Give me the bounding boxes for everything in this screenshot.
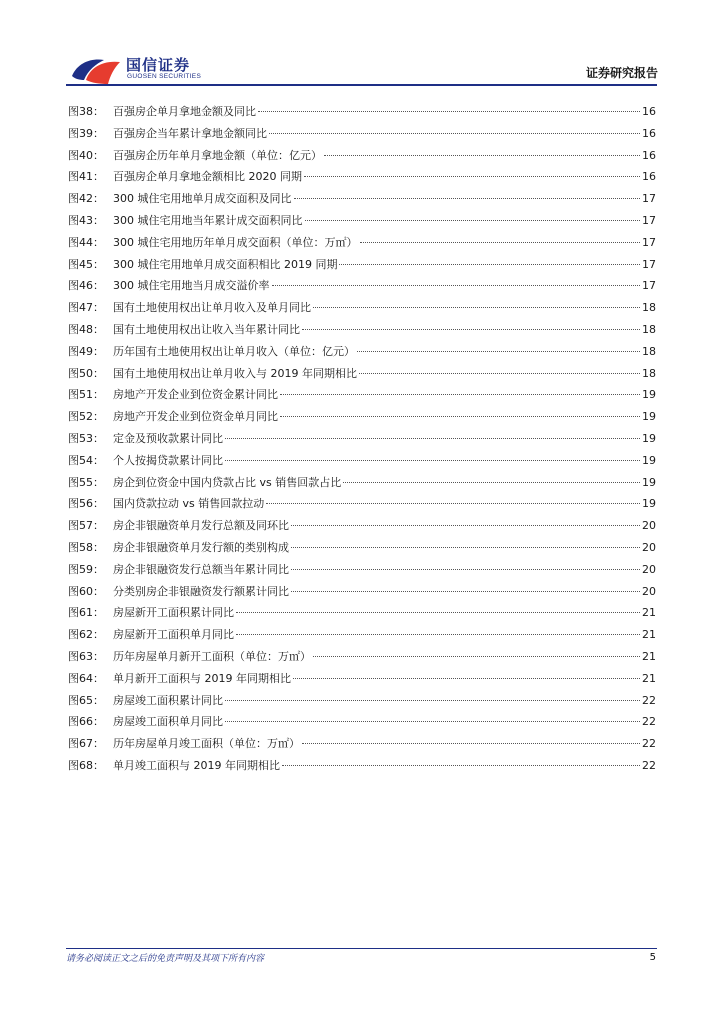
figure-page-number: 19: [642, 410, 656, 424]
figure-number: 图65：: [68, 693, 104, 707]
figure-page-number: 17: [642, 235, 656, 249]
header-divider: [66, 84, 657, 86]
dot-leader: [359, 373, 640, 374]
figure-title: 百强房企当年累计拿地金额同比: [113, 126, 267, 140]
dot-leader: [280, 416, 640, 417]
dot-leader: [324, 155, 640, 156]
toc-entry[interactable]: [68, 561, 656, 583]
figure-number: 图58：: [68, 540, 104, 554]
figure-number: 图44：: [68, 235, 104, 249]
company-name-en: GUOSEN SECURITIES: [127, 73, 202, 80]
figure-title: 300 城住宅用地当年累计成交面积同比: [113, 213, 303, 227]
figure-title: 房企到位资金中国内贷款占比 vs 销售回款占比: [113, 475, 342, 489]
company-name-cn: 国信证券: [126, 56, 191, 74]
toc-entry[interactable]: [68, 670, 656, 692]
figure-title: 分类别房企非银融资发行额累计同比: [113, 584, 289, 598]
figure-page-number: 18: [642, 344, 656, 358]
dot-leader: [258, 111, 640, 112]
toc-entry[interactable]: [68, 626, 656, 648]
figure-number: 图45：: [68, 257, 104, 271]
figure-number: 图38：: [68, 105, 104, 118]
figure-title: 国内贷款拉动 vs 销售回款拉动: [113, 497, 265, 511]
figure-number: 图48：: [68, 322, 104, 336]
toc-entry[interactable]: [68, 430, 656, 452]
figure-number: 图41：: [68, 170, 104, 184]
dot-leader: [291, 547, 640, 548]
figure-page-number: 20: [642, 584, 656, 598]
figure-number: 图55：: [68, 475, 104, 489]
dot-leader: [313, 307, 640, 308]
figure-title: 定金及预收款累计同比: [113, 431, 223, 445]
figure-title: 房企非银融资单月发行额的类别构成: [113, 540, 289, 554]
figure-page-number: 18: [642, 322, 656, 336]
figure-page-number: 16: [642, 148, 656, 162]
dot-leader: [225, 438, 640, 439]
figure-page-number: 16: [642, 170, 656, 184]
figure-number: 图50：: [68, 366, 104, 380]
toc-entry[interactable]: [68, 539, 656, 561]
figure-page-number: 21: [642, 671, 656, 685]
figure-number: 图39：: [68, 126, 104, 140]
dot-leader: [282, 765, 640, 766]
figure-title: 300 城住宅用地历年单月成交面积（单位：万㎡）: [113, 235, 358, 249]
figure-number: 图60：: [68, 584, 104, 598]
figure-number: 图53：: [68, 431, 104, 445]
figure-number: 图52：: [68, 410, 104, 424]
figure-number: 图49：: [68, 344, 104, 358]
figure-title: 单月竣工面积与 2019 年同期相比: [113, 758, 280, 772]
figure-number: 图42：: [68, 192, 104, 206]
figure-title: 百强房企历年单月拿地金额（单位：亿元）: [113, 148, 322, 162]
figure-title: 百强房企单月拿地金额相比 2020 同期: [113, 170, 302, 184]
dot-leader: [313, 656, 640, 657]
figure-page-number: 20: [642, 540, 656, 554]
toc-entry[interactable]: [68, 757, 656, 779]
figure-page-number: 22: [642, 693, 656, 707]
figure-number: 图67：: [68, 737, 104, 751]
toc-entry[interactable]: [68, 168, 656, 190]
page-header: [0, 0, 724, 90]
figure-page-number: 16: [642, 105, 656, 118]
toc-entry[interactable]: [68, 517, 656, 539]
figure-page-number: 18: [642, 301, 656, 315]
figure-number: 图54：: [68, 453, 104, 467]
figure-title: 房屋竣工面积累计同比: [113, 693, 223, 707]
toc-entry[interactable]: [68, 452, 656, 474]
toc-entry[interactable]: [68, 474, 656, 496]
figure-page-number: 19: [642, 388, 656, 402]
toc-entry[interactable]: [68, 234, 656, 256]
figure-page-number: 19: [642, 453, 656, 467]
figure-title: 历年房屋单月新开工面积（单位：万㎡）: [113, 649, 311, 663]
report-type-label: 证券研究报告: [585, 66, 658, 80]
figure-page-number: 17: [642, 257, 656, 271]
figure-number: 图57：: [68, 519, 104, 533]
figure-title: 房地产开发企业到位资金累计同比: [113, 388, 278, 402]
figure-number: 图68：: [68, 758, 104, 772]
toc-entry[interactable]: [68, 583, 656, 605]
dot-leader: [266, 503, 640, 504]
toc-entry[interactable]: [68, 692, 656, 714]
toc-entry[interactable]: [68, 386, 656, 408]
dot-leader: [291, 591, 640, 592]
figure-number: 图66：: [68, 715, 104, 729]
toc-entry[interactable]: [68, 190, 656, 212]
dot-leader: [305, 220, 641, 221]
figure-page-number: 16: [642, 126, 656, 140]
figure-page-number: 17: [642, 192, 656, 206]
dot-leader: [343, 482, 640, 483]
figure-title: 房地产开发企业到位资金单月同比: [113, 410, 278, 424]
footer-divider: [66, 948, 657, 949]
toc-entry[interactable]: [68, 408, 656, 430]
dot-leader: [293, 678, 640, 679]
dot-leader: [269, 133, 640, 134]
figure-title: 历年国有土地使用权出让单月收入（单位：亿元）: [113, 344, 355, 358]
dot-leader: [225, 721, 640, 722]
figure-title: 300 城住宅用地单月成交面积及同比: [113, 192, 292, 206]
dot-leader: [294, 198, 641, 199]
figure-number: 图61：: [68, 606, 104, 620]
figure-page-number: 20: [642, 562, 656, 576]
figure-title: 历年房屋单月竣工面积（单位：万㎡）: [113, 737, 300, 751]
figure-number: 图46：: [68, 279, 104, 293]
figure-title: 单月新开工面积与 2019 年同期相比: [113, 671, 291, 685]
figure-title: 房企非银融资发行总额当年累计同比: [113, 562, 289, 576]
dot-leader: [225, 700, 640, 701]
dot-leader: [236, 634, 640, 635]
toc-entry[interactable]: [68, 735, 656, 757]
figure-title: 房屋新开工面积单月同比: [113, 628, 234, 642]
figure-number: 图40：: [68, 148, 104, 162]
toc-entry[interactable]: [68, 125, 656, 147]
figure-page-number: 18: [642, 366, 656, 380]
figure-number: 图43：: [68, 213, 104, 227]
figure-page-number: 19: [642, 475, 656, 489]
dot-leader: [302, 329, 640, 330]
figure-page-number: 17: [642, 279, 656, 293]
figure-page-number: 17: [642, 213, 656, 227]
toc-entry[interactable]: [68, 277, 656, 299]
figure-title: 国有土地使用权出让收入当年累计同比: [113, 322, 300, 336]
toc-entry[interactable]: [68, 495, 656, 517]
toc-entry[interactable]: [68, 604, 656, 626]
toc-entry[interactable]: [68, 299, 656, 321]
figure-title: 房屋竣工面积单月同比: [113, 715, 223, 729]
figure-title: 国有土地使用权出让单月收入与 2019 年同期相比: [113, 366, 357, 380]
figure-page-number: 19: [642, 431, 656, 445]
page-number: 5: [649, 952, 656, 963]
dot-leader: [291, 525, 640, 526]
figure-page-number: 20: [642, 519, 656, 533]
toc-entry[interactable]: [68, 365, 656, 387]
figure-number: 图59：: [68, 562, 104, 576]
dot-leader: [339, 264, 640, 265]
toc-entry[interactable]: [68, 648, 656, 670]
figure-title: 个人按揭贷款累计同比: [113, 453, 223, 467]
figure-page-number: 21: [642, 606, 656, 620]
toc-entry[interactable]: [68, 256, 656, 278]
dot-leader: [236, 612, 640, 613]
toc-entry[interactable]: [68, 212, 656, 234]
toc-entry[interactable]: [68, 343, 656, 365]
toc-entry[interactable]: [68, 103, 656, 125]
toc-entry[interactable]: [68, 321, 656, 343]
footer-disclaimer: 请务必阅读正文之后的免责声明及其项下所有内容: [66, 954, 265, 964]
dot-leader: [360, 242, 641, 243]
figure-title: 国有土地使用权出让单月收入及单月同比: [113, 301, 311, 315]
dot-leader: [272, 285, 641, 286]
figure-title: 300 城住宅用地单月成交面积相比 2019 同期: [113, 257, 338, 271]
dot-leader: [280, 394, 640, 395]
figure-index-list: [68, 103, 656, 779]
figure-number: 图62：: [68, 628, 104, 642]
dot-leader: [304, 176, 640, 177]
toc-entry[interactable]: [68, 147, 656, 169]
toc-entry[interactable]: [68, 713, 656, 735]
figure-number: 图64：: [68, 671, 104, 685]
figure-page-number: 22: [642, 758, 656, 772]
figure-title: 房企非银融资单月发行总额及同环比: [113, 519, 289, 533]
figure-page-number: 19: [642, 497, 656, 511]
figure-page-number: 22: [642, 715, 656, 729]
dot-leader: [302, 743, 640, 744]
figure-page-number: 21: [642, 649, 656, 663]
figure-page-number: 22: [642, 737, 656, 751]
figure-number: 图56：: [68, 497, 104, 511]
figure-title: 300 城住宅用地当月成交溢价率: [113, 279, 270, 293]
figure-title: 房屋新开工面积累计同比: [113, 606, 234, 620]
figure-page-number: 21: [642, 628, 656, 642]
figure-number: 图51：: [68, 388, 104, 402]
dot-leader: [357, 351, 640, 352]
dot-leader: [225, 460, 640, 461]
figure-title: 百强房企单月拿地金额及同比: [113, 105, 256, 118]
figure-number: 图63：: [68, 649, 104, 663]
dot-leader: [291, 569, 640, 570]
figure-number: 图47：: [68, 301, 104, 315]
